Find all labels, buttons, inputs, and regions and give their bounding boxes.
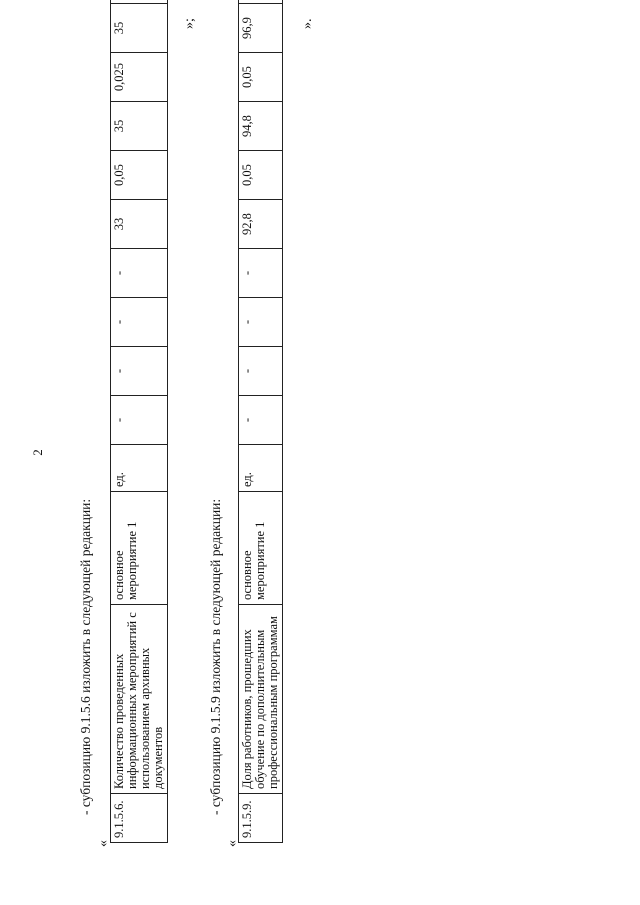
close-quote-1: »; xyxy=(182,18,197,29)
subposition-table-2 xyxy=(238,0,283,843)
value-cell: 33 xyxy=(111,200,168,249)
value-cell: 0,05 xyxy=(239,53,283,102)
close-quote-2: ». xyxy=(300,18,315,29)
value-cell: - xyxy=(239,347,283,396)
value-cell: 0,05 xyxy=(239,151,283,200)
value-cell: - xyxy=(239,396,283,445)
value-cell: 0,05 xyxy=(111,151,168,200)
value-cell xyxy=(111,0,168,4)
page-number: 2 xyxy=(30,449,45,456)
value-cell: 94,8 xyxy=(239,102,283,151)
row-unit: ед. xyxy=(239,445,283,492)
row-name: Доля работников, прошедших обучение по дополнительным профессиональным программам xyxy=(239,605,283,794)
value-cell: 96,9 xyxy=(239,4,283,53)
table-row xyxy=(111,0,168,843)
open-quote-1: « xyxy=(96,840,111,847)
value-cell: 92,8 xyxy=(239,200,283,249)
value-cell: - xyxy=(111,347,168,396)
open-quote-2: « xyxy=(225,840,240,847)
value-cell: 35 xyxy=(111,4,168,53)
amendment-instruction-1: - субпозицию 9.1.5.6 изложить в следующей редакции: xyxy=(78,498,93,815)
row-basis: основное мероприятие 1 xyxy=(239,492,283,605)
value-cell: - xyxy=(111,396,168,445)
value-cell: - xyxy=(239,249,283,298)
table-row xyxy=(239,0,283,843)
value-cell: - xyxy=(111,298,168,347)
value-cell: - xyxy=(239,298,283,347)
amendment-instruction-2: - субпозицию 9.1.5.9 изложить в следующей редакции: xyxy=(208,498,223,815)
value-cell: - xyxy=(111,249,168,298)
subposition-table-1 xyxy=(110,0,168,843)
row-code: 9.1.5.9. xyxy=(239,794,283,843)
row-name: Количество проведенных информационных мероприятий с использованием архивных документов xyxy=(111,605,168,794)
row-unit: ед. xyxy=(111,445,168,492)
row-basis: основное мероприятие 1 xyxy=(111,492,168,605)
row-code: 9.1.5.6. xyxy=(111,794,168,843)
value-cell xyxy=(239,0,283,4)
value-cell: 0,025 xyxy=(111,53,168,102)
value-cell: 35 xyxy=(111,102,168,151)
